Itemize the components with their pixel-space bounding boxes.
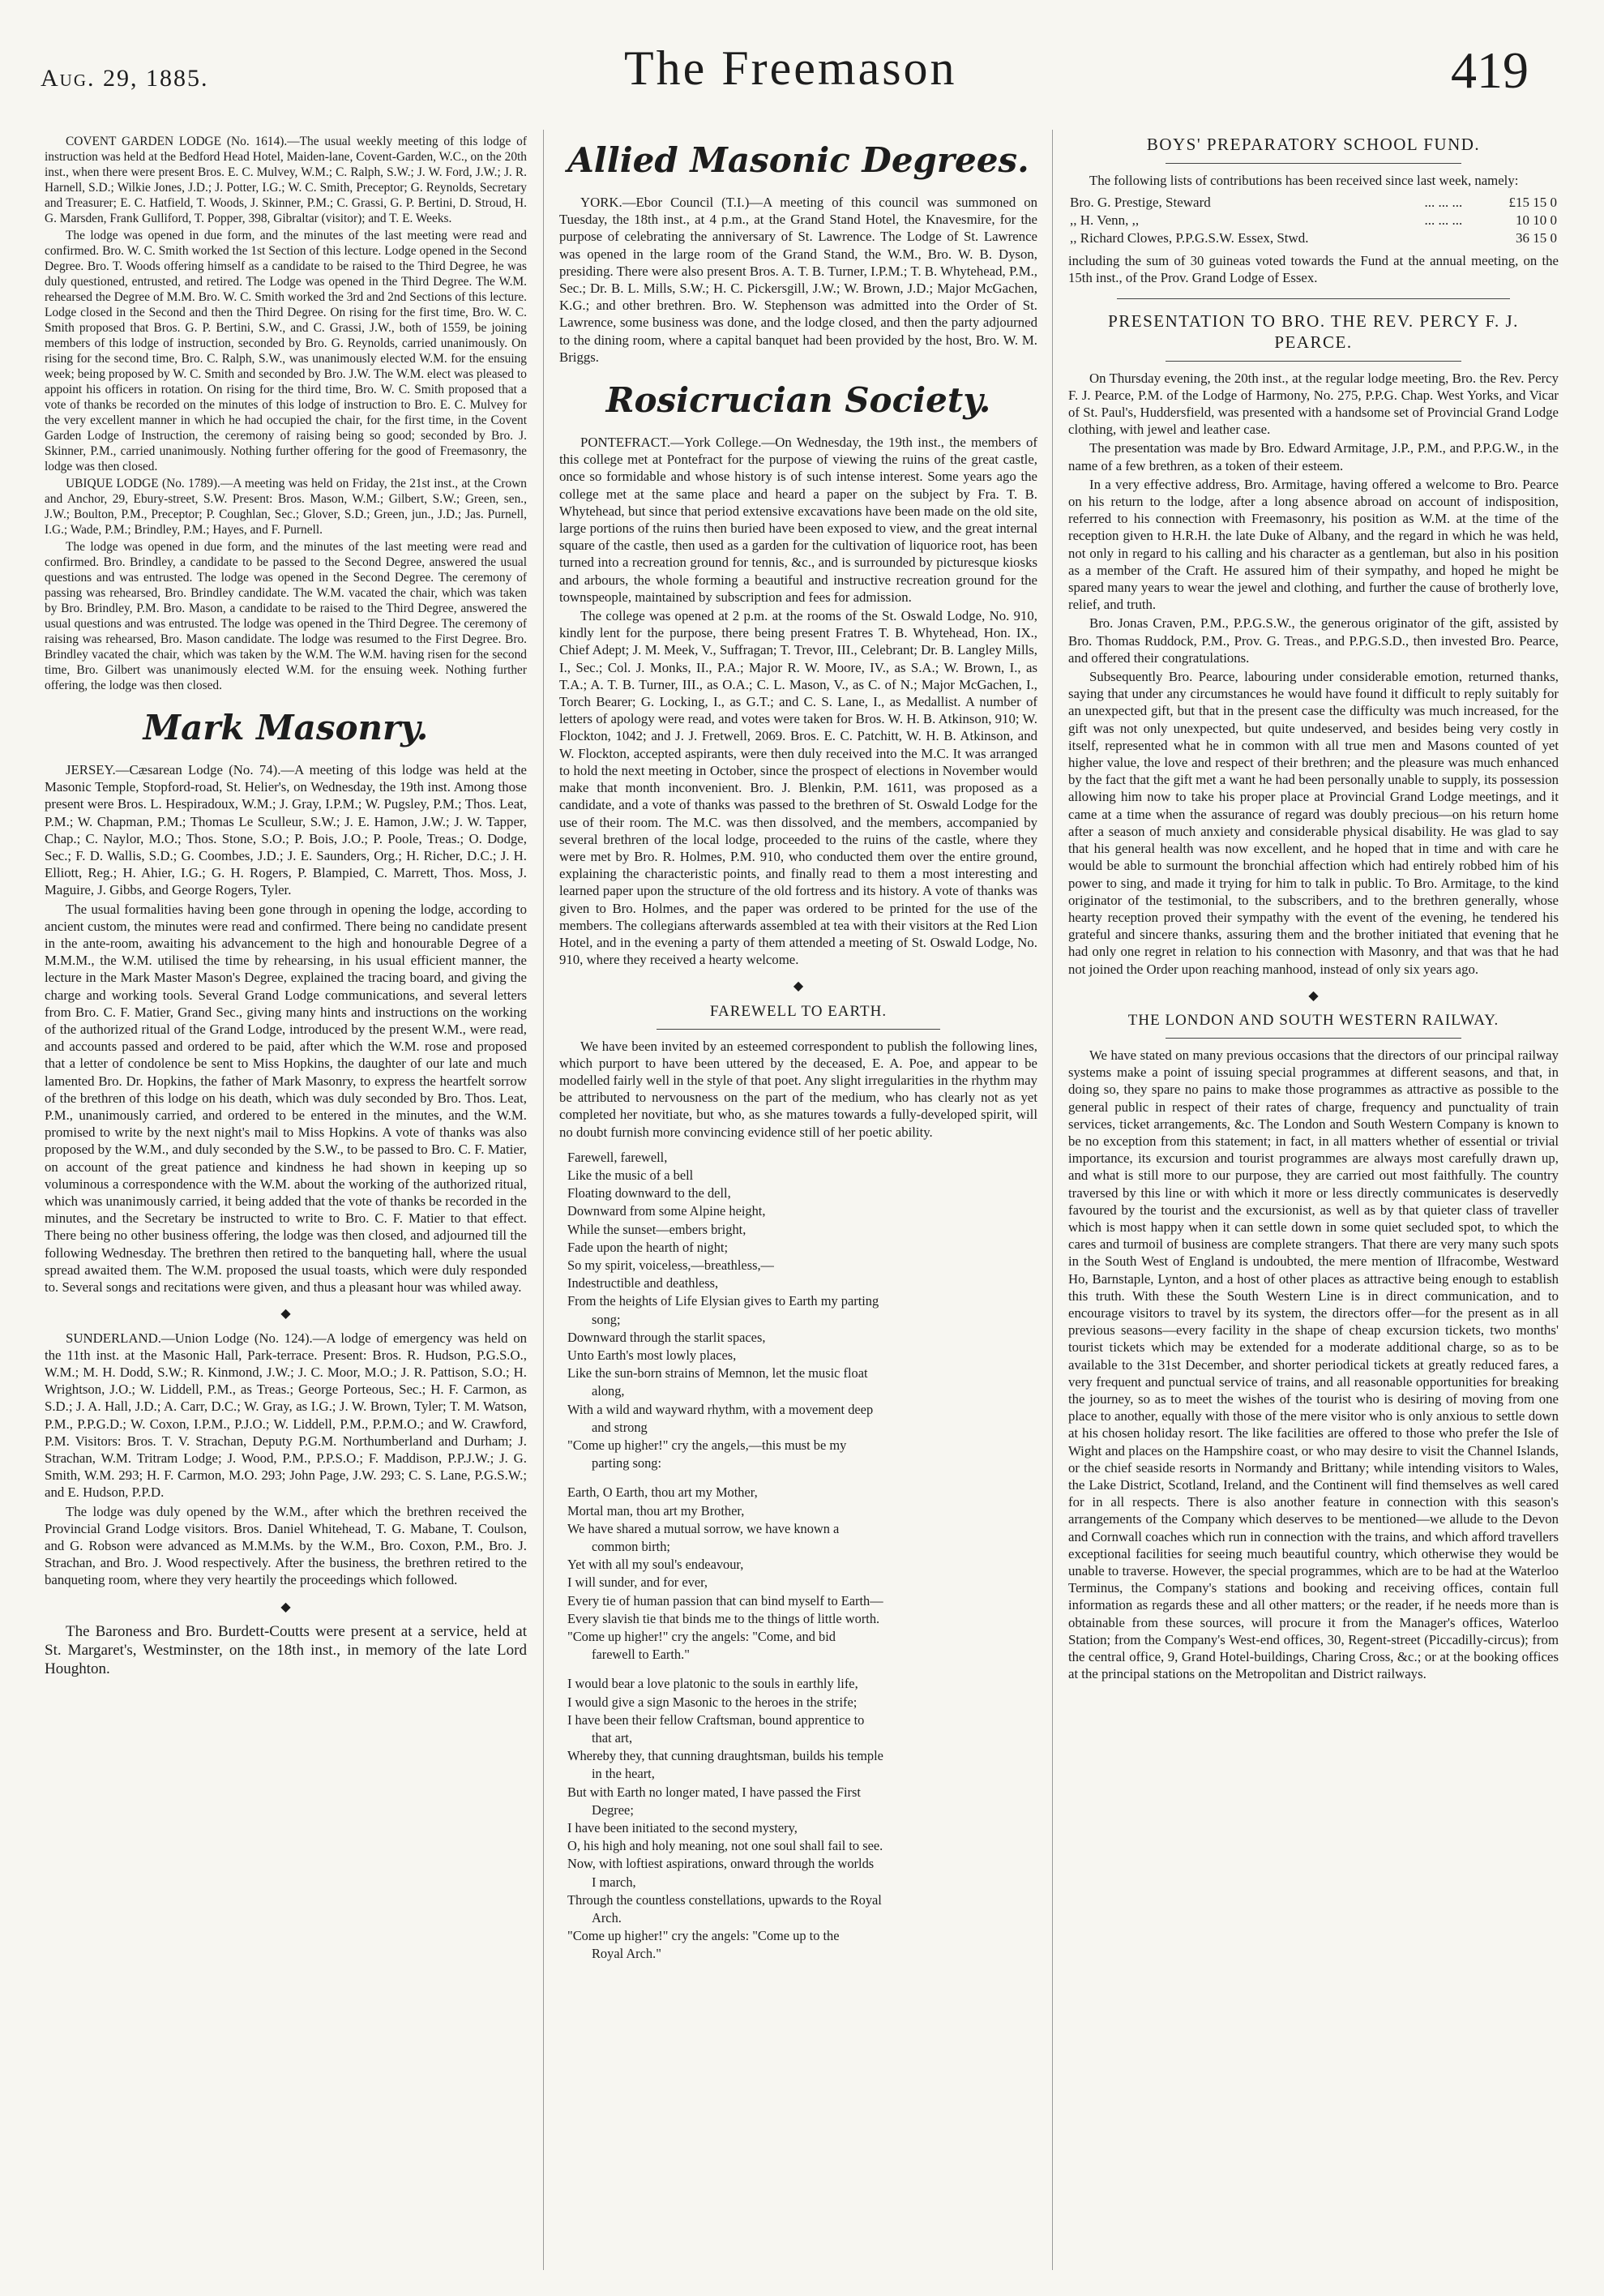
poem-line: Arch.: [592, 1910, 622, 1926]
poem-line: From the heights of Life Elysian gives to Earth my parting: [567, 1293, 879, 1309]
table-row: [1068, 229, 1559, 247]
poem-line: While the sunset—embers bright,: [567, 1221, 746, 1237]
article-paragraph: including the sum of 30 guineas voted towards the Fund at the annual meeting, on the 15th inst., of the Prov. Grand Lodge of Essex.: [1068, 253, 1559, 286]
heading-rule: [1166, 163, 1461, 164]
poem-line: With a wild and wayward rhythm, with a movement deep: [567, 1401, 874, 1417]
separator-ornament: ◆: [1308, 988, 1319, 1003]
poem-line: Mortal man, thou art my Brother,: [567, 1502, 745, 1519]
poem-line: Indestructible and deathless,: [567, 1275, 719, 1292]
poem-line: Farewell, farewell,: [567, 1149, 668, 1165]
poem: [559, 1149, 1037, 1964]
column-divider: [1052, 130, 1053, 2270]
poem-line: But with Earth no longer mated, I have passed the First: [567, 1784, 861, 1800]
poem-line: Through the countless constellations, upwards to the Royal: [567, 1891, 882, 1908]
article-paragraph: JERSEY.—Cæsarean Lodge (No. 74).—A meeting of this lodge was held at the Masonic Temple, Stopford-road, St. Helier's, on Wednesday, the 19th inst. Among those present were Bros. L. Hespiradoux, W.M.; J. Gray, I.P.M.; W. Pugsley, P.M.; Thos. Leat, P.M.; W. Chapman, P.M.; Thomas Le Sculleur, S.W.; J. E. Hamon, J.W.; J. W. Tapper, Chap.; C. Naylor, M.O.; Thos. Stone, S.O.; P. Bois, J.O.; P. Poole, Treas.; O. Dodge, Sec.; F. D. Wallis, S.D.; G. Coombes, J.D.; J. E. Saunders, Org.; H. Richer, D.C.; J. H. Elliott, Reg.; H. Ahier, I.G.; G. H. Rogers, P. Blampied, C. Marrett, Thos. Moss, J. Maguire, J. Gibbs, and George Rogers, Tyler.: [45, 762, 527, 898]
article-paragraph: The following lists of contributions has been received since last week, namely:: [1089, 173, 1519, 188]
heading-rule: [657, 1029, 940, 1030]
contributor-name: ,, Richard Clowes, P.P.G.S.W. Essex, Stwd.: [1070, 230, 1309, 246]
contributor-name: Bro. G. Prestige, Steward: [1070, 195, 1211, 211]
poem-line: We have shared a mutual sorrow, we have known a: [567, 1520, 840, 1536]
poem-line: Royal Arch.": [592, 1946, 661, 1962]
poem-line: parting song:: [592, 1455, 662, 1471]
poem-line: O, his high and holy meaning, not one soul shall fail to see.: [567, 1838, 883, 1854]
article-paragraph: On Thursday evening, the 20th inst., at the regular lodge meeting, Bro. the Rev. Percy F. J. Pearce, P.M. of the Lodge of Harmony, No. 275, P.P.G. Chap. West Yorks, and Vicar of St. Paul's, Huddersfield, was presented with a handsome set of Provincial Grand Lodge clothing, with jewel and leather case.: [1068, 370, 1559, 438]
article-paragraph: We have been invited by an esteemed correspondent to publish the following lines, which purport to have been uttered by the deceased, E. A. Poe, and appear to be modelled fairly well in the style of that poet. Any slight irregularities in the rhythm may be attributed to nervousness on the part of the medium, who has clearly not as yet completed her novitiate, but who, as she matures towards a fully-developed spirit, will no doubt furnish more convincing evidence still of her poetic ability.: [559, 1038, 1038, 1140]
article-paragraph: The Baroness and Bro. Burdett-Coutts were present at a service, held at St. Margaret's, Westminster, on the 18th inst., in memory of the late Lord Houghton.: [45, 1622, 527, 1677]
leader-dots: [1423, 229, 1483, 247]
poem-line: I have been initiated to the second mystery,: [567, 1820, 798, 1836]
poem-line: Degree;: [592, 1801, 634, 1818]
poem-stanza-break: [559, 1472, 1037, 1484]
article-paragraph: Subsequently Bro. Pearce, labouring under considerable emotion, returned thanks, saying that under any circumstances he would have found it difficult to reply suitably for an unexpected gift, but that in the present case the difficulty was much increased, for the gift was not only unexpected, but quite undeserved, and besides being very costly in itself, represented what he in common with all true men and Masons counted of yet higher value, the love and respect of their brethren; and the pleasure was much enhanced by the fact that the gift met a want he had been personally unable to supply, its possession allowing him now to take his proper place at Provincial Grand Lodge meetings, and it came at a time when the assurance of regard was doubly precious—on his return home after a season of much anxiety and considerable physical disability. He was glad to say that his general health was now excellent, and he hoped that in time and with care he would be able to surmount the bronchial affection which had entirely robbed him of his power to sing, and made it trying for him to talk in public. To Bro. Armitage, to the kind originator of the testimonial, to the subscribers, and to the brethren generally, whose hearty reception proved their sympathy with the event of the evening, he tendered his grateful and sincere thanks, assuring them and the brother initiated that evening that he had only one regret in relation to his connection with Masonry, and that was that he had not joined the Order upon reaching manhood, instead of only six years ago.: [1068, 669, 1559, 977]
poem-line: "Come up higher!" cry the angels: "Come, and bid: [567, 1629, 836, 1645]
separator-ornament: ◆: [280, 1600, 291, 1614]
section-heading-railway: THE LONDON AND SOUTH WESTERN RAILWAY.: [1127, 1011, 1499, 1029]
contribution-amount: £15 15 0: [1508, 195, 1557, 211]
poem-line: Earth, O Earth, thou art my Mother,: [567, 1484, 758, 1501]
section-heading-allied-masonic-degrees: Allied Masonic Degrees.: [567, 140, 1029, 180]
heading-rule: [1166, 361, 1461, 362]
issue-date: Aug. 29, 1885.: [41, 65, 209, 92]
section-heading-presentation: PRESENTATION TO BRO. THE REV. PERCY F. J. PEARCE.: [1108, 311, 1519, 352]
leader-dots: ... ... ...: [1424, 195, 1463, 211]
poem-line: I would give a sign Masonic to the heroes in the strife;: [567, 1694, 858, 1710]
separator-ornament: ◆: [793, 979, 804, 994]
article-paragraph: Bro. Jonas Craven, P.M., P.P.G.S.W., the generous originator of the gift, assisted by Bro. Thomas Ruddock, P.M., Prov. G. Treas., and P.P.G.S.D., then invested Bro. Pearce, and offered their congratulations.: [1068, 615, 1559, 666]
heading-rule: [1166, 1038, 1461, 1039]
article-paragraph: SUNDERLAND.—Union Lodge (No. 124).—A lodge of emergency was held on the 11th inst. at the Masonic Hall, Park-terrace. Present: Bros. R. Hudson, P.G.S.O., W.M.; M. H. Dodd, S.W.; R. Kinmond, J.W.; J. C. Moor, M.O.; J. R. Pattison, S.O.; H. Wrightson, J.O.; W. Liddell, P.M., as Treas.; George Porteous, Sec.; H. F. Carmon, as S.D.; J. A. Hall, J.D.; A. Carr, D.C.; W. Gray, as I.G.; J. W. Brown, Tyler; T. M. Watson, P.M., P.P.G.D.; W. Coxon, I.P.M., P.J.O.; W. Liddell, P.M., P.P.M.O.; and W. Crawford, P.M. Visitors: Bros. T. V. Strachan, Deputy P.G.M. Northumberland and Durham; J. Strachan, W.M. Tritram Lodge; J. Wood, P.M., P.P.S.O.; F. Maddison, P.P.J.W.; J. G. Smith, W.M. 293; H. F. Carmon, M.O. 293; John Page, J.W. 293; C. S. Lane, P.G.S.W.; and E. Hudson, P.P.D.: [45, 1330, 527, 1501]
poem-stanza-break: [559, 1664, 1037, 1675]
poem-line: Every tie of human passion that can bind myself to Earth—: [567, 1592, 883, 1608]
article-paragraph: COVENT GARDEN LODGE (No. 1614).—The usual weekly meeting of this lodge of instruction was held at the Bedford Head Hotel, Maiden-lane, Covent-Garden, W.C., on the 20th inst., when there were present Bros. E. C. Mulvey, W.M.; C. Ralph, S.W.; J. W. Ford, J.W.; J. R. Harnell, S.D.; Wilkie Jones, J.D.; J. Potter, I.G.; W. C. Smith, Preceptor; G. Reynolds, Secretary and Treasurer; E. C. Hatfield, T. Woods, J. Skinner, P.M.; C. Grassi, G. P. Bertini, D. Stroud, H. G. Marsden, Frank Gulliford, T. Popper, 398, Gibraltar (visitor); and T. E. Weeks.: [45, 135, 527, 225]
article-paragraph: UBIQUE LODGE (No. 1789).—A meeting was held on Friday, the 21st inst., at the Crown and Anchor, 29, Ebury-street, S.W. Present: Bros. Mason, W.M.; Gilbert, S.W.; Green, sen., J.W.; Boulton, P.M., Preceptor; P. Coughlan, Sec.; Glover, S.D.; Green, jun., J.D.; Jas. Purnell, I.G.; Wade, P.M.; Brindley, P.M.; Hayes, and F. Purnell.: [45, 477, 527, 537]
poem-line: I would bear a love platonic to the souls in earthly life,: [567, 1676, 858, 1692]
article-paragraph: The lodge was opened in due form, and the minutes of the last meeting were read and confirmed. Bro. W. C. Smith worked the 1st Section of this lecture. Lodge opened in the Second Degree. Bro. T. Woods offering himself as a candidate to be raised to the Third Degree, he was duly questioned, entrusted, and retired. The Lodge was opened in the Third Degree. The W.M. rehearsed the Degree of M.M. Bro. W. C. Smith worked the 3rd and 2nd Sections of this lecture. Lodge closed in the Second and then the Third Degree. On rising for the first time, Bro. W. C. Smith proposed that Bros. G. P. Bertini, S.W., and C. Grassi, J.W., both of 1559, be joining members of this lodge of instruction, seconded by Bro. G. Reynolds, carried unanimously. On rising for the second time, Bro. C. Ralph, S.W., was unanimously elected W.M. for the ensuing week; being proposed by W. C. Smith and seconded by Bro. J.W. The W.M. elect was pleased to appoint his officers in rotation. On rising for the third time, Bro. W. C. Smith proposed that a vote of thanks be recorded on the minutes of this lodge of instruction to Bro. E. C. Mulvey for the very excellent manner in which he had occupied the chair, for the first time, in the Covent Garden Lodge of Instruction, the ceremony of raising being so good; seconded by Bro. J. Skinner, P.M., carried unanimously. Nothing further offering for the good of Freemasonry, the lodge was then closed.: [45, 229, 527, 473]
column-3: [1068, 134, 1559, 1684]
section-heading-boys-fund: BOYS' PREPARATORY SCHOOL FUND.: [1146, 135, 1481, 154]
article-paragraph: The usual formalities having been gone through in opening the lodge, according to ancient custom, the minutes were read and confirmed. There being no candidate present in the ante-room, awaiting his advancement to the high and honourable Degree of a M.M.M., the W.M. utilised the time by rehearsing, in his usual efficient manner, the lecture in the Mark Master Mason's Degree, explained the tracing board, and giving the charge and working tools. Several Grand Lodge communications, and several letters from Bro. C. F. Matier, Grand Sec., giving many hints and instructions on the working of the authorized ritual of the Grand Lodge, introduced by the present W.M., were read, and accounts passed and ordered to be paid, after which the W.M. rose and proposed that a letter of condolence be sent to Miss Hopkins, the daughter of our late and much lamented Bro. Dr. Hopkins, the father of Mark Masonry, to express the heartfelt sorrow of the brethren of this lodge on his death, which was duly seconded by Bro. Thos. Leat, P.M., unanimously carried, and ordered to be entered in the minutes, and the W.M. promised to write by the next night's mail to Miss Hopkins. A vote of thanks was also proposed by the W.M., and duly seconded by the S.W., to be passed to Bro. C. F. Matier, on account of the great patience and kindness he had shown in keeping up so voluminous a correspondence with the W.M. about the working of the authorized ritual, which was unanimously carried, it being added that the vote of thanks be recorded in the minutes, and the Secretary be instructed to write to Bro. C. F. Matier to that effect. There being no other business offering, the lodge was then closed, and adjourned till the following Wednesday. The brethren then retired to the banqueting hall, where the usual spread awaited them. The W.M. proposed the usual toasts, which were duly responded to. Several songs and recitations were given, and thus a pleasant hour was whiled away.: [45, 901, 527, 1296]
article-paragraph: PONTEFRACT.—York College.—On Wednesday, the 19th inst., the members of this college met at Pontefract for the purpose of viewing the ruins of the great castle, once so formidable and whose history is of such intense interest. Some years ago the college met at the same place and heard a paper on the subject by Fra. T. B. Whytehead, but since that period extensive excavations have been made on the old site, large portions of the ruins then buried have been exposed to view, and the great internal square of the castle, then used as a garden for the cultivation of liquorice root, has been turned into a recreation ground for tennis, &c., and is surrounded by picturesque kiosks and arbours, the whole forming a beautiful and instructive recreation ground for the townspeople, maintained by subscription and fees for admission.: [559, 435, 1037, 605]
poem-line: Like the sun-born strains of Memnon, let the music float: [567, 1365, 868, 1381]
poem-line: Unto Earth's most lowly places,: [567, 1347, 737, 1363]
poem-line: farewell to Earth.": [592, 1647, 690, 1663]
table-row: [1068, 212, 1559, 229]
poem-line: Whereby they, that cunning draughtsman, builds his temple: [567, 1748, 883, 1764]
article-paragraph: YORK.—Ebor Council (T.I.)—A meeting of this council was summoned on Tuesday, the 18th inst., at 4 p.m., at the Grand Stand Hotel, the Knavesmire, for the purpose of celebrating the anniversary of St. Lawrence. The Lodge of St. Lawrence was opened in the large room of the Grand Stand, the W.M., Bro. W. B. Dyson, presiding. There were also present Bros. A. T. B. Turner, I.P.M.; T. B. Whytehead, P.M., Sec.; Dr. B. L. Mills, S.W.; H. C. Pickersgill, J.W.; W. Brown, J.D.; Major McGachen, K.G.; and other brethren. Bro. W. Stephenson was admitted into the Order of St. Lawrence, some business was done, and the lodge closed, and then the party adjourned to the dining room, where a capital banquet had been provided by the host, Bro. W. M. Briggs.: [559, 195, 1037, 365]
poem-line: Yet with all my soul's endeavour,: [567, 1557, 744, 1573]
contribution-amount: 10 10 0: [1516, 212, 1557, 229]
article-paragraph: The lodge was duly opened by the W.M., after which the brethren received the Provincial Grand Lodge visitors. Bros. Daniel Whitehead, T. G. Mabane, T. Coulson, and G. Robson were advanced as M.M.Ms. by the W.M., Bro. Coxon, P.M., Bro. J. Strachan, and Bro. J. Wood respectively. After the business, the brethren retired to the banqueting room, where they very heartily the proceedings which followed.: [45, 1503, 527, 1588]
poem-line: I will sunder, and for ever,: [567, 1574, 708, 1591]
section-heading-rosicrucian-society: Rosicrucian Society.: [605, 380, 991, 421]
poem-line: in the heart,: [592, 1766, 655, 1782]
contribution-amount: 36 15 0: [1516, 230, 1557, 246]
column-2: [559, 134, 1037, 1964]
poem-line: song;: [592, 1311, 621, 1327]
section-heading-farewell-to-earth: FAREWELL TO EARTH.: [709, 1002, 888, 1020]
leader-dots: ... ... ...: [1424, 212, 1463, 229]
contributor-name: ,, H. Venn, ,,: [1070, 212, 1140, 229]
poem-line: and strong: [592, 1419, 648, 1435]
newspaper-title: The Freemason: [624, 41, 957, 95]
section-heading-mark-masonry: Mark Masonry.: [143, 708, 429, 747]
poem-line: Now, with loftiest aspirations, onward through the worlds: [567, 1856, 875, 1872]
poem-line: "Come up higher!" cry the angels: "Come up to the: [567, 1928, 840, 1944]
masthead: [0, 0, 1604, 114]
poem-line: "Come up higher!" cry the angels,—this must be my: [567, 1437, 847, 1453]
section-rule: [1117, 298, 1510, 299]
poem-line: Downward from some Alpine height,: [567, 1203, 766, 1219]
article-paragraph: The presentation was made by Bro. Edward Armitage, J.P., P.M., and P.P.G.W., in the name of a few brethren, as a token of their esteem.: [1068, 440, 1559, 473]
article-paragraph: The lodge was opened in due form, and the minutes of the last meeting were read and confirmed. Bro. Brindley, a candidate to be passed to the Second Degree, answered the usual questions and was entrusted. The lodge was opened in the Second Degree. The ceremony of passing was rehearsed, Bro. Brindley candidate. The W.M. vacated the chair, which was taken by Bro. Brindley, P.M. Bro. Mason, a candidate to be raised to the Third Degree, answered the usual questions and was entrusted. The lodge was opened in the Third Degree. The ceremony of raising was rehearsed, Bro. Mason candidate. The lodge was resumed to the First Degree. Bro. Brindley vacated the chair, which was taken by the W.M. The W.M. having risen for the second time, Bro. Gilbert was unanimously elected W.M. for the ensuing week. Nothing further offering, the lodge was then closed.: [45, 540, 527, 692]
column-1: [45, 134, 527, 1680]
table-row: [1068, 194, 1559, 212]
column-divider: [543, 130, 544, 2270]
poem-line: common birth;: [592, 1539, 670, 1555]
contributions-table: [1068, 194, 1559, 247]
poem-line: I have been their fellow Craftsman, bound apprentice to: [567, 1711, 865, 1728]
poem-line: Downward through the starlit spaces,: [567, 1329, 766, 1345]
poem-line: Floating downward to the dell,: [567, 1185, 731, 1202]
poem-line: I march,: [592, 1874, 636, 1890]
article-paragraph: In a very effective address, Bro. Armitage, having offered a welcome to Bro. Pearce on his return to the lodge, after a long absence abroad on account of indisposition, referred to his connection with Freemasonry, his position as W.M. at the time of the reception given to H.R.H. the late Duke of Albany, and the regard in which he was held, not only in regard to his calling and his character as a gentleman, but also in his position as a member of the Craft. He assured him of their sympathy, and hoped he might be spared many years to wear the jewel and clothing, and further the cause of brotherly love, relief, and truth.: [1068, 476, 1559, 613]
page-number: 419: [1451, 41, 1529, 99]
poem-line: Fade upon the hearth of night;: [567, 1239, 729, 1255]
separator-ornament: ◆: [280, 1307, 291, 1321]
article-paragraph: The college was opened at 2 p.m. at the rooms of the St. Oswald Lodge, No. 910, kindly lent for the purpose, there being present Fratres T. B. Whytehead, Hon. IX., Chief Adept; J. M. Meek, V., Suffragan; T. Trevor, III., Celebrant; Dr. B. Langley Mills, I., Sec.; Col. J. Monks, II., P.A.; Major R. W. Moore, IV., as S.A.; W. Brown, I., as T.A.; A. T. B. Turner, III., as O.A.; C. L. Mason, V., as C. of N.; Major McGachen, I., Torch Bearer; G. Locking, I., as G.T.; and C. S. Lane, I., as Medallist. A number of letters of apology were read, and votes were taken for Bros. W. H. B. Atkinson, 910; W. Flockton, 1042; and J. J. Fretwell, 2069. Bros. E. C. Patchitt, W. H. B. Atkinson, and W. Flockton, accepted aspirants, were then duly received into the M.C. It was arranged to hold the next meeting in October, since the prospect of elections in November would make that month inconvenient. Bro. J. Blenkin, P.M. 1611, was proposed as a candidate, and a vote of thanks was passed to the brethren of St. Oswald Lodge for the use of their room. The M.C. was then dissolved, and the members, accompanied by several brethren of the local lodge, proceeded to the ruins of the castle, where they were met by Bro. R. Holmes, P.M. 910, who conducted them over the entire ground, explaining the characteristic points, and finally read to them a most interesting and learned paper upon the structure of the old fortress and its history. A vote of thanks was given to Bro. Holmes, and the paper was ordered to be printed for the use of the members. The collegians afterwards assembled at tea with their visitors at the Red Lion Hotel, and in the evening a party of them attended a meeting of St. Oswald Lodge, No. 910, where they received a hearty welcome.: [559, 608, 1037, 968]
article-paragraph: We have stated on many previous occasions that the directors of our principal railway systems make a point of issuing special programmes at different seasons, and that, in doing so, they spare no pains to make those programmes as attractive as possible to the general public in respect of their rates of charge, frequency and punctuality of train services, ticket arrangements, &c. The London and South Western Company is known to be no exception from this statement; in fact, in all matters whether of essential or trivial importance, its excursion and tourist programmes are always most carefully drawn up, and what is still more to our purpose, they are carried out most faithfully. The country traversed by this line or with which it more or less directly communicates is deservedly favoured by the tourist and the excursionist, as well as by that quieter class of traveller which is most happy when it can settle down in some quiet secluded spot, to which the cares and turmoil of business are complete strangers. That there are very many such spots in the South West of England is undoubted, the mere mention of Ilfracombe, Westward Ho, Barnstaple, Lynton, and a host of other places as attractive being enough to establish this truth. With these the South Western Line is in direct communication, and to encourage visitors to travel by its system, the directors offer—for the present as in all previous seasons—every facility in the shape of cheap excursion tickets, two months' tourist tickets which may be extended for a moderate additional charge, so as to be available to the 31st December, and shorter periodical tickets at greatly reduced fares, a very frequent and punctual service of trains, and all reasonable opportunities for breaking the journey, so as to meet the wishes of the tourist who is desiring of moving from one place to another, equally with those of the mere visitor who is only anxious to settle down at his chosen holiday resort. The like facilities are offered to those who prefer the Isle of Wight and places on the Hampshire coast, or who may desire to visit the Channel Islands, or the chief seaside resorts in Normandy and Brittany; while intending visitors to Wales, the Lake District, Scotland, Ireland, and the Continent will find themselves as well cared for in all respects. There is also another feature in connection with this season's arrangements of the Company which deserves to be mentioned—we allude to the Devon and Cornwall coaches which run in connection with the trains, and which afford travellers exceptional facilities for seeing much beautiful country, which otherwise they would be unable to traverse. However, the special programmes, which are to be had at the Waterloo Terminus, the Company's stations and booking and receiving offices, contain full information as regards these and all other matters; or the reader, if he needs more than is obtainable from these sources, will procure it from the Manager's offices, Waterloo Station; from the Company's West-end offices, 30, Regent-street (Piccadilly-circus); from the central office, 9, Grand Hotel-buildings, Charing Cross, &c.; or at the booking offices at the principal stations on the Metropolitan and District railways.: [1068, 1047, 1559, 1682]
poem-line: So my spirit, voiceless,—breathless,—: [567, 1257, 774, 1273]
poem-line: along,: [592, 1383, 625, 1399]
poem-line: Like the music of a bell: [567, 1167, 694, 1183]
poem-line: that art,: [592, 1730, 633, 1746]
poem-line: Every slavish tie that binds me to the things of little worth.: [567, 1610, 880, 1626]
